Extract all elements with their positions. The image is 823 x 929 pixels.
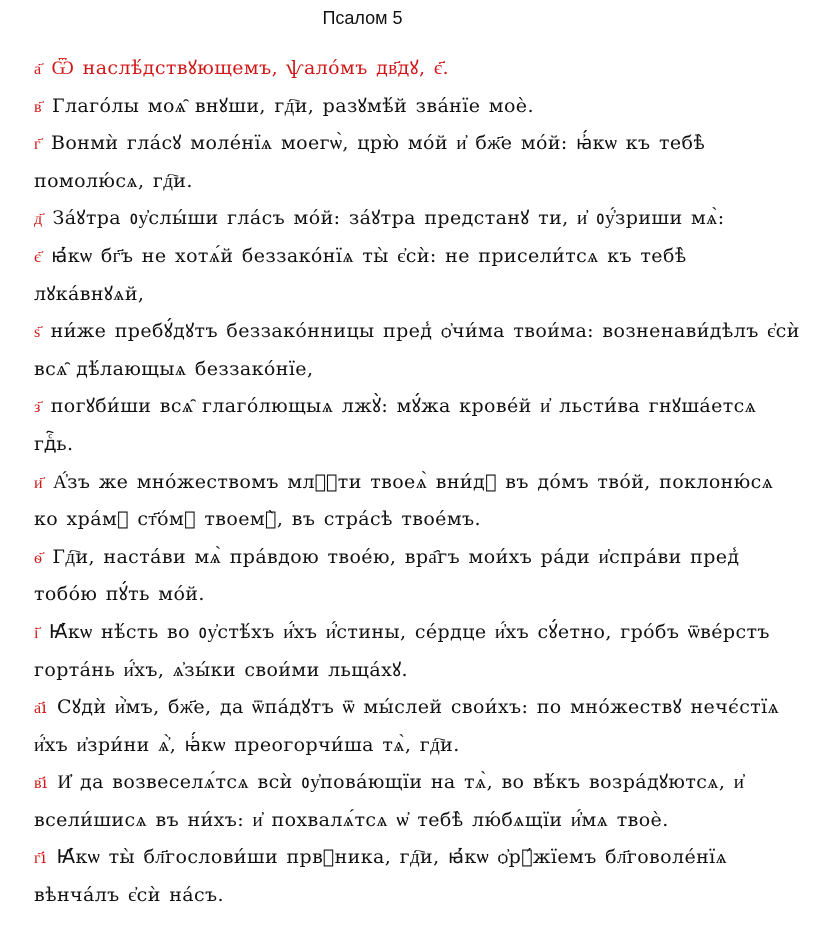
verse: [34, 764, 804, 839]
verse: [34, 689, 804, 764]
verse-number: а҃: [34, 59, 42, 78]
verse-number: в҃: [34, 96, 42, 116]
verse-number: в҃і: [34, 773, 48, 793]
verse-number: г҃і: [34, 848, 47, 868]
page-title: Псалом 5: [322, 8, 403, 28]
verse: [34, 614, 804, 689]
verse-list: [34, 50, 804, 915]
verse-text: погꙋби́ши всѧ̑ глаго́лющыѧ лжꙋ̀: мꙋ́жа крове́й и҆ льсти́ва гнꙋша́етсѧ гдⷭ҇ь.: [34, 395, 757, 455]
verse-text: Ꙗ҆́кѡ ты̀ бл҃гослови́ши првⷣника, гд҇и, ꙗ҆́кѡ ѻ҆рꙋ́жїемъ бл҃говоле́нїѧ вѣнча́лъ є҆сѝ на́съ.: [34, 846, 728, 907]
verse-text: Глаго́лы моѧ̑ внꙋши, гд҇и, разꙋмѣ́й зва́нїе моѐ.: [51, 94, 534, 117]
verse-number: д҃: [34, 209, 43, 229]
verse: [34, 539, 804, 614]
verse-text: А҆́зъ же мно́жествомъ млⷭ҇ти твоеѧ̀ вни́дꙋ въ до́мъ тво́й, поклоню́сѧ ко хра́мꙋ ст҃о́мꙋ твоемꙋ̀, въ стра́сѣ твое́мъ.: [34, 470, 774, 531]
verse-text: Сꙋдѝ и҆̀мъ, бж҃е, да ѿпа́дꙋтъ ѿ мы́слей свои́хъ: по мно́жествꙋ нечє́стїѧ и҆́хъ и҆зри́ни ѧ҆̀, ꙗ҆́кѡ преогорчи́ша тѧ̀, гд҇и.: [34, 696, 780, 756]
verse: [34, 238, 804, 313]
verse-number: г҃: [34, 134, 41, 154]
verse-number: а҃і: [34, 698, 48, 718]
verse: [34, 200, 804, 238]
verse-text: Ꙗ҆́кѡ нѣ́сть во ᲂу҆стѣ́хъ и҆́хъ и҆́стины, се́рдце и҆́хъ сꙋ́етно, гро́бъ ѿве́рстъ горта́нь и҆́хъ, ѧ҆зы́ки свои́ми льща́хꙋ.: [34, 620, 770, 681]
verse-number: і҃: [34, 622, 39, 642]
verse: [34, 464, 804, 539]
verse: [34, 839, 804, 914]
verse-text: ни́же пребꙋ́дꙋтъ беззако́нницы пред̾ ѻ҆чи́ма твои́ма: возненави́дѣлъ є҆сѝ всѧ̑ дѣ́лающыѧ беззако́нїе,: [34, 320, 800, 380]
verse-text: Гд҇и, наста́ви мѧ̀ пра́вдою твое́ю, вра҄гъ мои́хъ ра́ди и҆спра́ви пред̾ тобо́ю пꙋ́ть мо́й.: [34, 545, 740, 606]
verse-text: ꙗ҆́кѡ бг҃ъ не хотѧ́й беззако́нїѧ ты̀ є҆сѝ: не присели́тсѧ къ тебѣ̀ лꙋка́внꙋѧй,: [34, 244, 687, 305]
verse-text: За́ꙋтра ᲂу҆слы́ши гла́съ мо́й: за́ꙋтра предстанꙋ ти, и҆ ᲂу҆́зриши мѧ̀:: [52, 207, 725, 230]
verse: [34, 88, 804, 126]
verse: [34, 388, 804, 463]
verse-number: є҃: [34, 246, 42, 266]
psalm-superscription: [34, 50, 804, 88]
verse-number: ѳ҃: [34, 547, 43, 567]
verse-number: ѕ҃: [34, 322, 41, 342]
verse-text: Ѿ наслѣ́дствꙋющемъ, ѱало́мъ дв҃дꙋ, є҃.: [51, 57, 449, 79]
verse-text: И҆ да возвеселѧ́тсѧ всѝ ᲂу҆пова́ющїи на тѧ̀, во вѣ́къ возра́дꙋютсѧ, и҆ всели́шисѧ въ ни́хъ: и҆ похвалѧ́тсѧ ѡ҆ тебѣ̀ лю́бѧщїи и҆́мѧ твоѐ.: [34, 771, 745, 831]
verse-number: и҃: [34, 472, 43, 492]
verse-text: Вонмѝ гла́сꙋ моле́нїѧ моегѡ̀, црю̀ мо́й и҆ бж҃е мо́й: ꙗ҆́кѡ къ тебѣ̀ помолю́сѧ, гд҇и.: [34, 132, 706, 192]
verse-number: з҃: [34, 397, 41, 417]
verse: [34, 313, 804, 388]
verse: [34, 125, 804, 200]
